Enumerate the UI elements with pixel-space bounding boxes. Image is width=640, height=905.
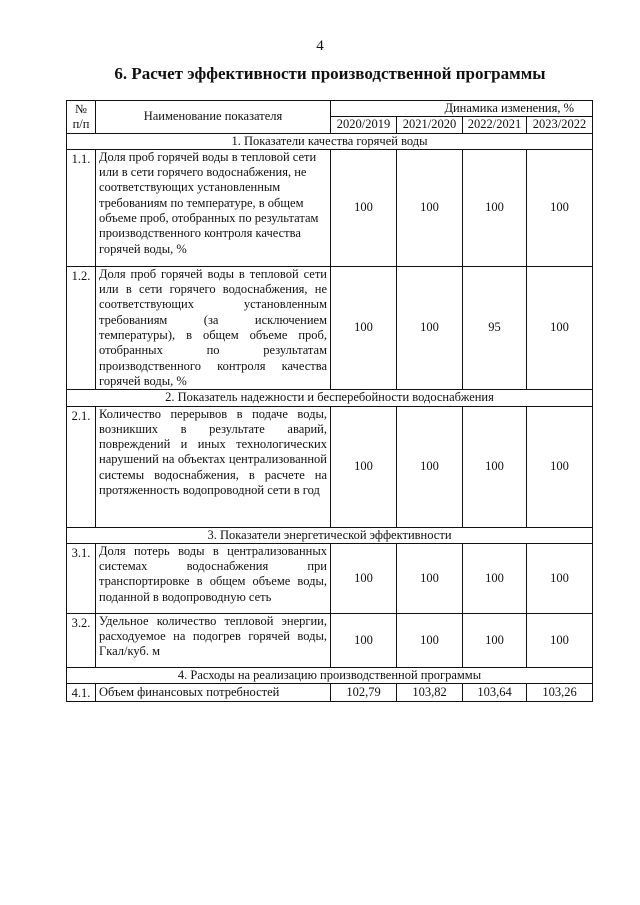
section-title: 4. Расходы на реализацию производственной программы bbox=[67, 667, 593, 683]
row-value: 100 bbox=[463, 613, 527, 667]
row-indicator-name: Удельное количество тепловой энергии, расходуемое на подогрев горячей воды, Гкал/куб. м bbox=[96, 613, 331, 667]
row-indicator-name: Доля проб горячей воды в тепловой сети или в сети горячего водоснабжения, не соответствующих установленным требованиям по температуре, в общем объеме проб, отобранных по результатам производственного контроля качества горячей воды, % bbox=[96, 149, 331, 266]
section-title: 3. Показатели энергетической эффективности bbox=[67, 527, 593, 543]
header-period: 2022/2021 bbox=[463, 117, 527, 133]
row-value: 100 bbox=[527, 613, 593, 667]
row-indicator-name: Доля потерь воды в централизованных системах водоснабжения при транспортировке в общем объеме воды, поданной в водопроводную сеть bbox=[96, 543, 331, 613]
row-value: 100 bbox=[397, 406, 463, 527]
row-value: 100 bbox=[527, 406, 593, 527]
row-indicator-name: Объем финансовых потребностей bbox=[96, 684, 331, 702]
row-num: 3.1. bbox=[67, 543, 96, 613]
row-value: 102,79 bbox=[331, 684, 397, 702]
row-indicator-name: Доля проб горячей воды в тепловой сети или в сети горячего водоснабжения, не соответствующих установленным требованиям (за исключением температуры), в общем объеме проб, отобранных по результатам производственного контроля качества горячей воды, % bbox=[96, 266, 331, 389]
row-num: 1.1. bbox=[67, 149, 96, 266]
section-title: 1. Показатели качества горячей воды bbox=[67, 133, 593, 149]
table-row bbox=[67, 266, 593, 389]
row-value: 100 bbox=[397, 266, 463, 389]
row-value: 100 bbox=[331, 266, 397, 389]
efficiency-table bbox=[66, 100, 593, 702]
row-value: 100 bbox=[527, 543, 593, 613]
page-number: 4 bbox=[316, 38, 324, 54]
header-num: № п/п bbox=[67, 101, 96, 134]
header-indicator-name: Наименование показателя bbox=[96, 101, 331, 134]
row-value: 100 bbox=[463, 543, 527, 613]
row-num: 1.2. bbox=[67, 266, 96, 389]
section-title: 2. Показатель надежности и бесперебойности водоснабжения bbox=[67, 390, 593, 406]
row-num: 4.1. bbox=[67, 684, 96, 702]
row-value: 100 bbox=[397, 613, 463, 667]
table-row bbox=[67, 684, 593, 702]
row-num: 3.2. bbox=[67, 613, 96, 667]
row-value: 100 bbox=[463, 149, 527, 266]
header-period: 2023/2022 bbox=[527, 117, 593, 133]
row-value: 95 bbox=[463, 266, 527, 389]
header-period: 2021/2020 bbox=[397, 117, 463, 133]
row-value: 100 bbox=[397, 543, 463, 613]
header-dynamics: Динамика изменения, % bbox=[331, 101, 593, 117]
table-row bbox=[67, 406, 593, 527]
row-value: 103,82 bbox=[397, 684, 463, 702]
table-row bbox=[67, 149, 593, 266]
header-period: 2020/2019 bbox=[331, 117, 397, 133]
row-value: 100 bbox=[331, 149, 397, 266]
row-value: 100 bbox=[331, 406, 397, 527]
row-value: 100 bbox=[527, 266, 593, 389]
table-row bbox=[67, 543, 593, 613]
row-indicator-name: Количество перерывов в подаче воды, возникших в результате аварий, повреждений и иных технологических нарушений на объектах централизованной системы водоснабжения, в расчете на протяженность водопроводной сети в год bbox=[96, 406, 331, 527]
row-value: 100 bbox=[527, 149, 593, 266]
row-value: 103,64 bbox=[463, 684, 527, 702]
row-value: 100 bbox=[397, 149, 463, 266]
row-value: 100 bbox=[331, 613, 397, 667]
row-num: 2.1. bbox=[67, 406, 96, 527]
row-value: 100 bbox=[331, 543, 397, 613]
table-row bbox=[67, 613, 593, 667]
row-value: 100 bbox=[463, 406, 527, 527]
row-value: 103,26 bbox=[527, 684, 593, 702]
document-title: 6. Расчет эффективности производственной программы bbox=[114, 64, 546, 83]
